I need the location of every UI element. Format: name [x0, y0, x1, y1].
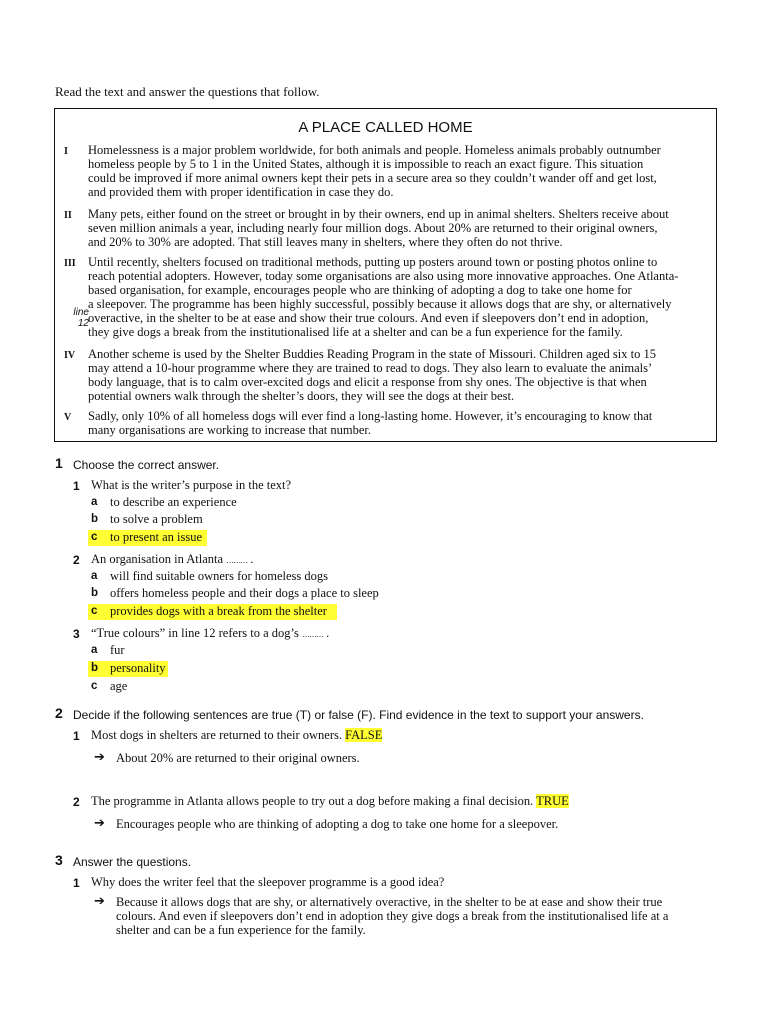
question-text: What is the writer’s purpose in the text?: [91, 478, 292, 492]
section-number: 3: [55, 852, 63, 868]
paragraph-numeral: II: [64, 210, 72, 221]
instructions-intro: Read the text and answer the questions that follow.: [55, 84, 320, 99]
paragraph-line: potential owners walk through the shelter’s doors, they will see the dogs at their best.: [88, 389, 515, 403]
statement: Most dogs in shelters are returned to their owners.: [91, 728, 342, 742]
paragraph-line: overactive, in the shelter to be at ease and show their true colours. And even if sleepovers don’t end in adoption,: [88, 311, 649, 325]
paragraph-4: [88, 347, 713, 403]
option-letter: b: [91, 587, 99, 599]
line-reference: [67, 307, 89, 329]
section-instruction: Answer the questions.: [73, 855, 192, 869]
statement-text: [91, 728, 382, 743]
question-number: 2: [73, 795, 80, 809]
question-text: Why does the writer feel that the sleepover programme is a good idea?: [91, 875, 445, 889]
option-text: offers homeless people and their dogs a place to sleep: [110, 586, 379, 600]
paragraph-line: homeless people by 5 to 1 in the United States, although it is impossible to reach an exact figure. This situation: [88, 157, 644, 171]
line-reference-number: 12: [77, 318, 89, 329]
option-letter: a: [91, 496, 98, 508]
paragraph-line: a sleepover. The programme has been highly successful, possibly because it allows dogs that are shy, or alternatively: [88, 297, 672, 311]
option-text: to describe an experience: [110, 495, 237, 509]
paragraph-line: based organisation, for example, encourages people who are thinking of adopting a dog to take one home for: [88, 283, 632, 297]
question-number: 1: [73, 876, 80, 890]
question-tail: .: [322, 626, 330, 640]
statement-text: [91, 794, 569, 809]
option-letter: a: [91, 644, 98, 656]
option-text: fur: [110, 643, 125, 657]
paragraph-numeral: IV: [64, 350, 76, 361]
section-number: 2: [55, 705, 63, 721]
question-number: 2: [73, 553, 80, 567]
option-text: age: [110, 679, 128, 693]
passage-title: A PLACE CALLED HOME: [298, 119, 473, 136]
paragraph-5: [88, 409, 713, 437]
question-number: 3: [73, 627, 80, 641]
paragraph-line: many organisations are working to increase that number.: [88, 423, 372, 437]
arrow-icon: ➔: [94, 893, 105, 908]
question-text: [91, 552, 253, 567]
question-number: 1: [73, 729, 80, 743]
paragraph-line: may attend a 10-hour programme where they are trained to read to dogs. They also learn to evaluate the animals’: [88, 361, 653, 375]
paragraph-line: they give dogs a break from the institutionalised life at a shelter and can be a fun experience for the family.: [88, 325, 623, 339]
answer-true: TRUE: [536, 794, 569, 808]
option-letter: c: [91, 680, 98, 692]
paragraph-line: Another scheme is used by the Shelter Buddies Reading Program in the state of Missouri. Children aged six to 15: [88, 347, 656, 361]
option-letter: b: [91, 513, 99, 525]
option-b-highlighted[interactable]: [88, 661, 168, 677]
paragraph-line: Homelessness is a major problem worldwide, for both animals and people. Homeless animals probably outnumber: [88, 143, 661, 157]
paragraph-1: [88, 143, 713, 199]
reading-passage-box: [54, 108, 717, 442]
option-letter: c: [91, 605, 98, 617]
option-letter: c: [91, 531, 98, 543]
paragraph-line: and provided them with proper identification in case they do.: [88, 185, 394, 199]
question-tail: .: [247, 552, 254, 566]
answer-line: colours. And even if sleepovers don’t end in adoption they give dogs a break from the institutionalised life at a: [116, 909, 669, 923]
paragraph-line: body language, that is to calm over-excited dogs and elicit a response from shy ones. The objective is that when: [88, 375, 647, 389]
paragraph-line: Many pets, either found on the street or brought in by their owners, end up in animal shelters. Shelters receive about: [88, 207, 669, 221]
paragraph-line: Until recently, shelters focused on traditional methods, putting up posters around town or posting photos online to: [88, 255, 658, 269]
section-instruction: Choose the correct answer.: [73, 458, 220, 472]
question-stem: An organisation in Atlanta: [91, 552, 224, 566]
option-text: will find suitable owners for homeless dogs: [110, 569, 329, 583]
paragraph-numeral: III: [64, 258, 76, 269]
arrow-icon: ➔: [94, 749, 105, 764]
paragraph-line: reach potential adopters. However, today some organisations are also using more innovative approaches. One Atlanta-: [88, 269, 679, 283]
section-instruction: Decide if the following sentences are true (T) or false (F). Find evidence in the text to support your answers.: [73, 708, 644, 722]
option-c-highlighted[interactable]: [88, 604, 337, 620]
option-letter: a: [91, 570, 98, 582]
question-text: [91, 626, 329, 641]
paragraph-line: seven million animals a year, including nearly four million dogs. About 20% are returned to their original owners,: [88, 221, 658, 235]
paragraph-numeral: I: [64, 146, 68, 157]
answer-line: Because it allows dogs that are shy, or alternatively overactive, in the shelter to be at ease and show their true: [116, 895, 663, 909]
paragraph-line: Sadly, only 10% of all homeless dogs will ever find a long-lasting home. However, it’s encouraging to know that: [88, 409, 653, 423]
arrow-icon: ➔: [94, 815, 105, 830]
evidence-text: About 20% are returned to their original owners.: [116, 751, 360, 765]
paragraph-numeral: V: [64, 412, 72, 423]
evidence-text: Encourages people who are thinking of adopting a dog to take one home for a sleepover.: [116, 817, 559, 831]
line-reference-word: line: [73, 307, 89, 318]
answer-line: shelter and can be a fun experience for the family.: [116, 923, 366, 937]
paragraph-3: [88, 255, 713, 339]
statement: The programme in Atlanta allows people to try out a dog before making a final decision.: [91, 794, 534, 808]
paragraph-2: [88, 207, 713, 249]
option-c-highlighted[interactable]: [88, 530, 207, 546]
option-text: provides dogs with a break from the shelter: [110, 604, 327, 618]
option-text: to present an issue: [110, 530, 202, 544]
question-number: 1: [73, 479, 80, 493]
blank-dots: ………: [301, 630, 323, 639]
answer-false: FALSE: [345, 728, 383, 742]
option-text: to solve a problem: [110, 512, 203, 526]
paragraph-line: could be improved if more animal owners kept their pets in a secure area so they couldn’t wander off and get lost,: [88, 171, 657, 185]
question-stem: “True colours” in line 12 refers to a dog’s: [91, 626, 299, 640]
option-text: personality: [110, 661, 166, 675]
answer-text: [116, 895, 668, 937]
section-number: 1: [55, 455, 63, 471]
paragraph-line: and 20% to 30% are adopted. That still leaves many in shelters, where they often do not thrive.: [88, 235, 563, 249]
option-letter: b: [91, 662, 99, 674]
blank-dots: ………: [226, 556, 248, 565]
